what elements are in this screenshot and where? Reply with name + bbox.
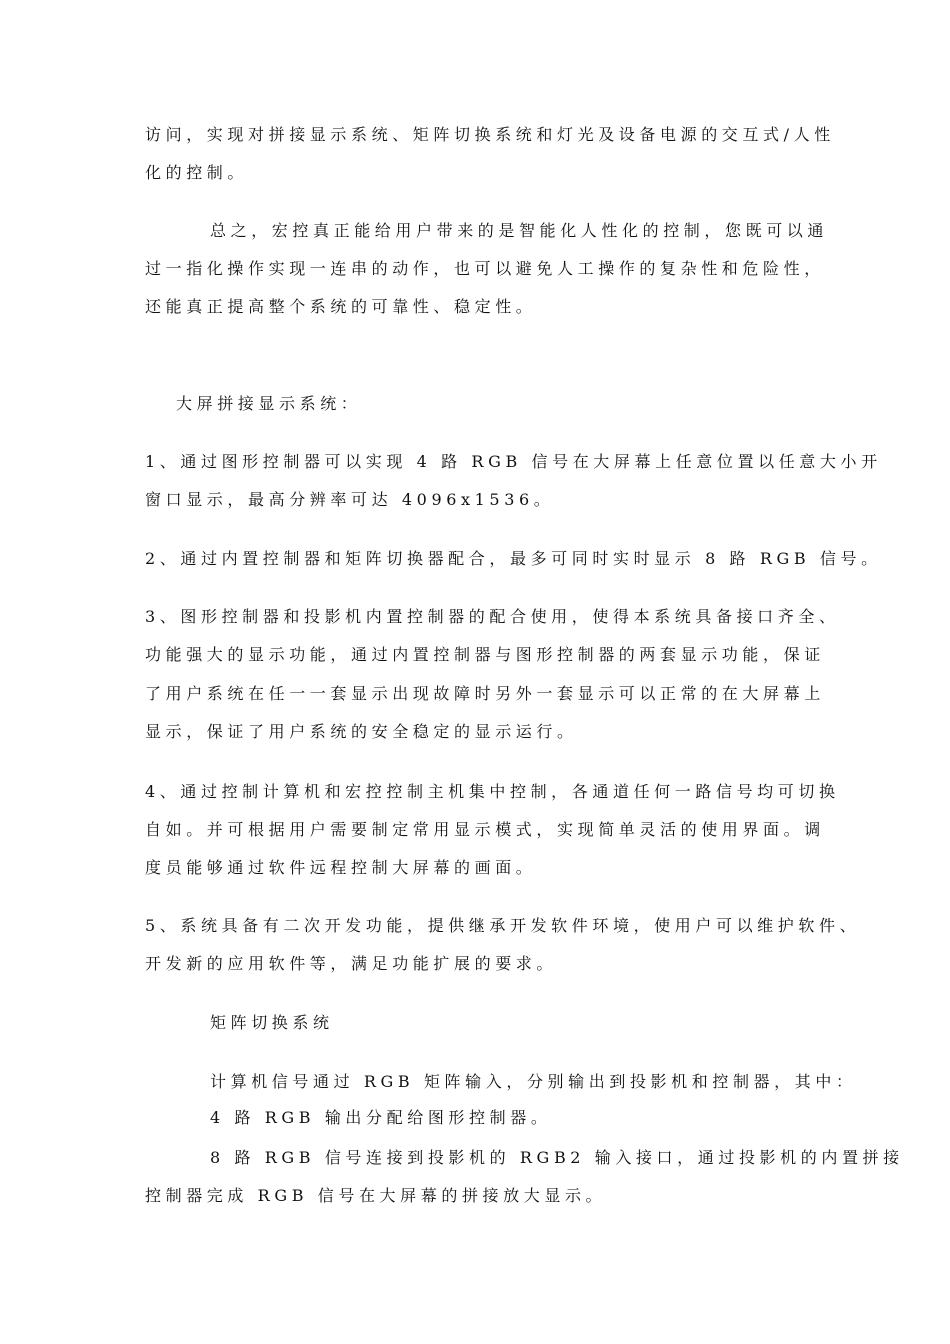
list-item: 1、通过图形控制器可以实现 4 路 RGB 信号在大屏幕上任意位置以任意大小开 [145,452,882,471]
text-line: 化的控制。 [145,163,249,182]
text-line: 还能真正提高整个系统的可靠性、稳定性。 [145,297,537,316]
text-line: 控制器完成 RGB 信号在大屏幕的拼接放大显示。 [145,1186,607,1205]
list-item: 3、图形控制器和投影机内置控制器的配合使用，使得本系统具备接口齐全、 [145,607,840,626]
section-heading: 矩阵切换系统 [210,1013,334,1032]
text-line: 窗口显示，最高分辨率可达 4096x1536。 [145,490,555,509]
section-heading: 大屏拼接显示系统： [176,394,362,413]
paragraph-first-line: 8 路 RGB 信号连接到投影机的 RGB2 输入接口，通过投影机的内置拼接 [210,1148,904,1167]
text-line: 显示，保证了用户系统的安全稳定的显示运行。 [145,722,578,741]
text-line: 4 路 RGB 输出分配给图形控制器。 [210,1108,552,1127]
list-item: 5、系统具备有二次开发功能，提供继承开发软件环境，使用户可以维护软件、 [145,916,861,935]
paragraph-first-line: 总之，宏控真正能给用户带来的是智能化人性化的控制，您既可以通 [210,221,829,240]
text-line: 功能强大的显示功能，通过内置控制器与图形控制器的两套显示功能，保证 [145,645,825,664]
text-line: 了用户系统在任一一套显示出现故障时另外一套显示可以正常的在大屏幕上 [145,684,825,703]
list-item: 4、通过控制计算机和宏控控制主机集中控制，各通道任何一路信号均可切换 [145,782,840,801]
text-line: 开发新的应用软件等，满足功能扩展的要求。 [145,954,558,973]
list-item: 2、通过内置控制器和矩阵切换器配合，最多可同时实时显示 8 路 RGB 信号。 [145,549,882,568]
text-line: 访问，实现对拼接显示系统、矩阵切换系统和灯光及设备电源的交互式/人性 [145,125,835,144]
text-line: 自如。并可根据用户需要制定常用显示模式，实现简单灵活的使用界面。调 [145,820,825,839]
text-line: 过一指化操作实现一连串的动作，也可以避免人工操作的复杂性和危险性， [145,259,825,278]
text-line: 度员能够通过软件远程控制大屏幕的画面。 [145,858,537,877]
paragraph-first-line: 计算机信号通过 RGB 矩阵输入，分别输出到投影机和控制器，其中： [210,1072,857,1091]
